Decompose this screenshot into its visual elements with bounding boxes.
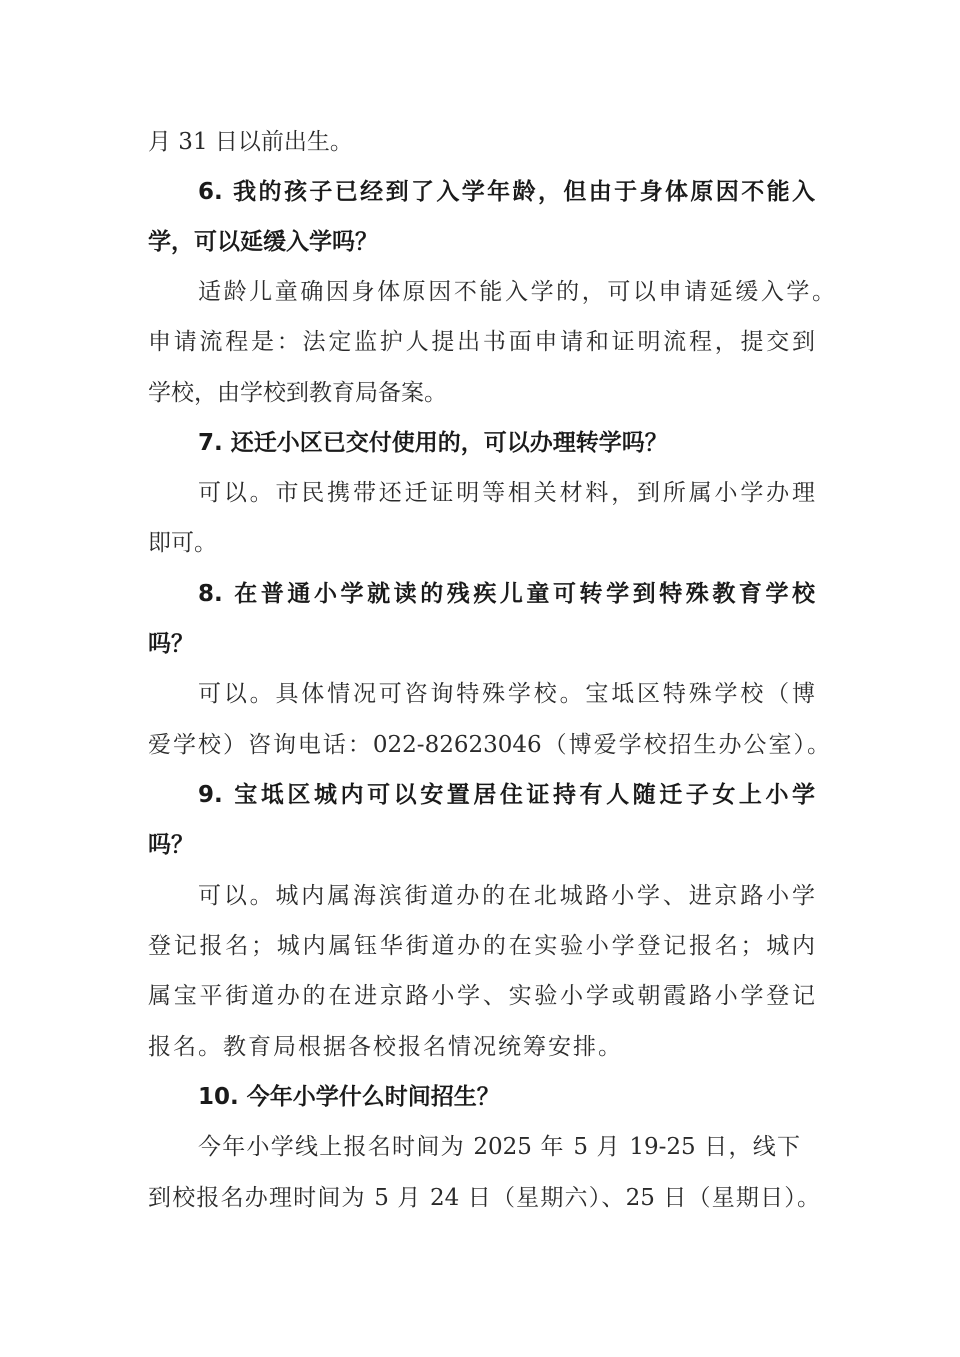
question-heading-6: 6. 我的孩子已经到了入学年龄，但由于身体原因不能入 — [198, 179, 815, 205]
answer-line: 今年小学线上报名时间为 2025 年 5 月 19-25 日，线下 — [198, 1134, 800, 1160]
answer-line: 学校，由学校到教育局备案。 — [148, 380, 447, 406]
question-heading-8-cont: 吗？ — [148, 631, 194, 657]
answer-line: 属宝平街道办的在进京路小学、实验小学或朝霞路小学登记 — [148, 983, 815, 1009]
answer-line: 到校报名办理时间为 5 月 24 日（星期六）、25 日（星期日）。 — [148, 1185, 820, 1211]
answer-line: 适龄儿童确因身体原因不能入学的，可以申请延缓入学。 — [198, 279, 835, 305]
question-heading-6-cont: 学，可以延缓入学吗？ — [148, 229, 378, 255]
answer-line: 可以。市民携带还迁证明等相关材料，到所属小学办理 — [198, 480, 815, 506]
question-heading-8: 8. 在普通小学就读的残疾儿童可转学到特殊教育学校 — [198, 581, 815, 607]
answer-line: 可以。城内属海滨街道办的在北城路小学、进京路小学 — [198, 883, 815, 909]
question-heading-9-cont: 吗？ — [148, 832, 194, 858]
answer-line: 登记报名；城内属钰华街道办的在实验小学登记报名；城内 — [148, 933, 815, 959]
answer-line: 申请流程是：法定监护人提出书面申请和证明流程，提交到 — [148, 329, 815, 355]
question-heading-10: 10. 今年小学什么时间招生？ — [198, 1084, 500, 1110]
answer-line: 报名。教育局根据各校报名情况统筹安排。 — [148, 1034, 623, 1060]
answer-line: 即可。 — [148, 530, 217, 556]
question-heading-7: 7. 还迁小区已交付使用的，可以办理转学吗？ — [198, 430, 668, 456]
answer-line: 可以。具体情况可咨询特殊学校。宝坻区特殊学校（博 — [198, 681, 815, 707]
paragraph-line: 月 31 日以前出生。 — [148, 129, 353, 155]
question-heading-9: 9. 宝坻区城内可以安置居住证持有人随迁子女上小学 — [198, 782, 815, 808]
answer-line-phone: 爱学校）咨询电话：022-82623046（博爱学校招生办公室）。 — [148, 732, 830, 758]
